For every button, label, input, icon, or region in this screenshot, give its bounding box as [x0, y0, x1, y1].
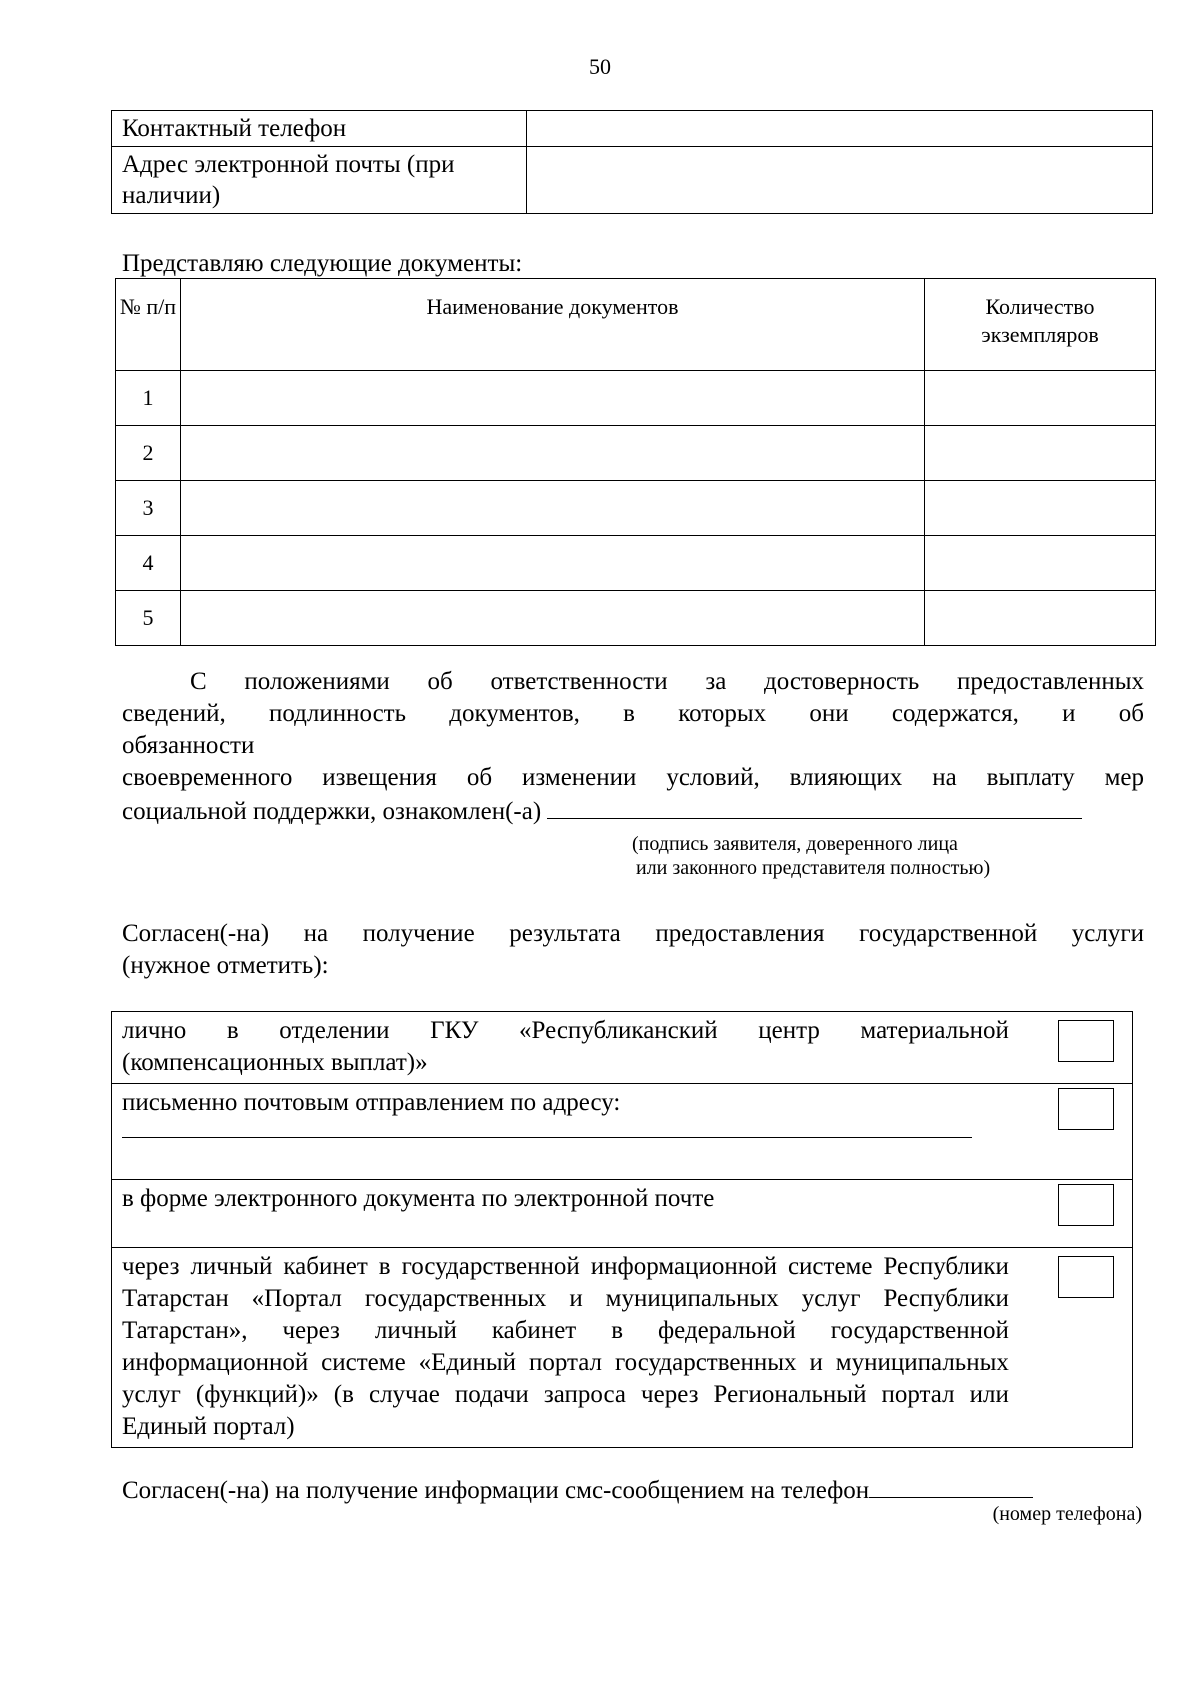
contact-table — [111, 110, 1153, 214]
row-doc-qty[interactable] — [925, 371, 1156, 426]
table-row — [116, 371, 1156, 426]
contact-phone-field[interactable] — [527, 111, 1153, 147]
option-checkbox-cell — [1019, 1180, 1133, 1248]
contact-email-label: Адрес электронной почты (при наличии) — [112, 147, 527, 214]
option-row — [112, 1012, 1133, 1084]
option-row — [112, 1084, 1133, 1180]
header-qty: Количество экземпляров — [925, 279, 1156, 371]
header-name: Наименование документов — [181, 279, 925, 371]
option-email-checkbox[interactable] — [1058, 1184, 1114, 1226]
delivery-options-table — [111, 1011, 1133, 1448]
option-portal-checkbox[interactable] — [1058, 1256, 1114, 1298]
option-label: в форме электронного документа по электронной почте — [112, 1180, 1019, 1248]
row-doc-qty[interactable] — [925, 481, 1156, 536]
sms-consent — [122, 1475, 1144, 1505]
row-doc-name[interactable] — [181, 481, 925, 536]
row-num: 1 — [116, 371, 181, 426]
ack-signature-row — [122, 794, 1144, 828]
ack-line: сведений, подлинность документов, в которых они содержатся, и об — [122, 700, 1144, 727]
option-checkbox-cell — [1019, 1248, 1133, 1448]
row-num: 2 — [116, 426, 181, 481]
option-label: письменно почтовым отправлением по адресу: — [122, 1089, 621, 1116]
option-label: через личный кабинет в государственной информационной системе Республики Татарстан «Портал государственных и муниципальных услуг Республики Татарстан», через личный кабинет в федеральной государственной информационной системе «Единый портал государственных и муниципальных услуг (функций)» (в случае подачи запроса через Региональный портал или Единый портал) — [112, 1248, 1019, 1448]
table-row — [116, 481, 1156, 536]
header-num: № п/п — [116, 279, 181, 371]
table-row — [112, 147, 1153, 214]
option-checkbox-cell — [1019, 1084, 1133, 1180]
row-doc-name[interactable] — [181, 426, 925, 481]
row-doc-qty[interactable] — [925, 536, 1156, 591]
ack-line: С положениями об ответственности за достоверность предоставленных — [190, 668, 1144, 695]
ack-line: своевременного извещения об изменении условий, влияющих на выплату мер — [122, 764, 1144, 791]
phone-number-line[interactable] — [869, 1475, 1033, 1498]
signature-line[interactable] — [547, 794, 1082, 819]
row-doc-qty[interactable] — [925, 591, 1156, 646]
signature-caption-line: (подпись заявителя, доверенного лица — [632, 833, 958, 855]
consent-line: (нужное отметить): — [122, 952, 329, 979]
table-row — [116, 536, 1156, 591]
row-doc-name[interactable] — [181, 591, 925, 646]
row-num: 5 — [116, 591, 181, 646]
option-mail-checkbox[interactable] — [1058, 1088, 1114, 1130]
contact-email-field[interactable] — [527, 147, 1153, 214]
table-row — [116, 426, 1156, 481]
option-label: лично в отделении ГКУ «Республиканский центр материальной (компенсационных выплат)» — [112, 1012, 1019, 1084]
documents-table — [115, 278, 1156, 646]
sms-consent-text: Согласен(-на) на получение информации смс-сообщением на телефон — [122, 1477, 870, 1504]
row-num: 4 — [116, 536, 181, 591]
acknowledgement-paragraph — [122, 666, 1144, 880]
row-num: 3 — [116, 481, 181, 536]
row-doc-name[interactable] — [181, 371, 925, 426]
consent-paragraph — [122, 918, 1144, 982]
ack-line: социальной поддержки, ознакомлен(-а) — [122, 798, 542, 825]
option-in-person-checkbox[interactable] — [1058, 1020, 1114, 1062]
signature-caption — [632, 832, 1144, 880]
option-row — [112, 1180, 1133, 1248]
option-label-cell — [112, 1084, 1019, 1180]
option-checkbox-cell — [1019, 1012, 1133, 1084]
page-number: 50 — [589, 54, 611, 79]
ack-line: обязанности — [122, 732, 255, 759]
table-row — [116, 591, 1156, 646]
table-header-row — [116, 279, 1156, 371]
row-doc-qty[interactable] — [925, 426, 1156, 481]
phone-caption: (номер телефона) — [992, 1503, 1142, 1525]
row-doc-name[interactable] — [181, 536, 925, 591]
signature-caption-line: или законного представителя полностью) — [636, 857, 991, 879]
address-line[interactable] — [122, 1119, 972, 1138]
option-row — [112, 1248, 1133, 1448]
consent-line: Согласен(-на) на получение результата предоставления государственной услуги — [122, 920, 1144, 947]
contact-phone-label: Контактный телефон — [112, 111, 527, 147]
documents-lead: Представляю следующие документы: — [122, 250, 523, 277]
table-row — [112, 111, 1153, 147]
